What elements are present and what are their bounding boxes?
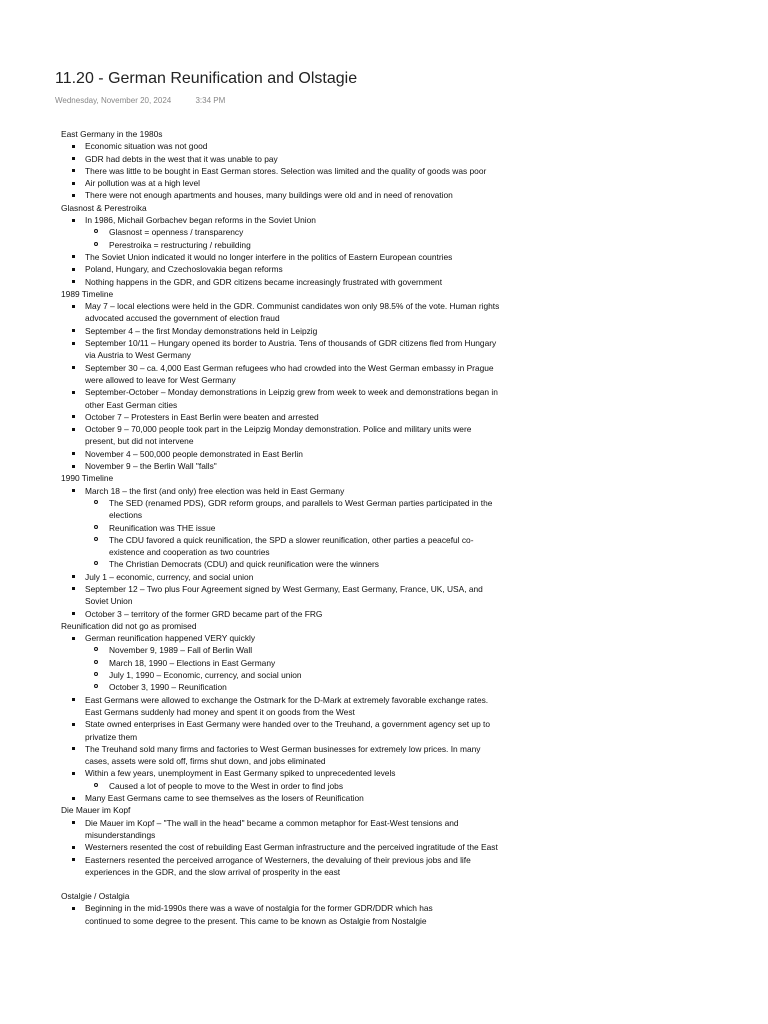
list-item-text: September-October – Monday demonstrations in Leipzig grew from week to week and demonstrations began in other East German cities xyxy=(85,387,498,410)
section-heading: Ostalgie / Ostalgia xyxy=(61,891,130,902)
bullet-list xyxy=(61,485,501,620)
list-item-text: March 18 – the first (and only) free election was held in East Germany xyxy=(85,485,345,496)
list-item-text: Easterners resented the perceived arrogance of Westerners, the devaluing of their previous jobs and life experiences in the GDR, and the slow arrival of prosperity in the east xyxy=(85,854,471,877)
page-title: 11.20 - German Reunification and Olstagie xyxy=(55,70,358,87)
list-item xyxy=(61,362,501,387)
sub-list-item: Reunification was THE issue xyxy=(85,522,501,534)
sub-list-item: October 3, 1990 – Reunification xyxy=(85,681,501,693)
list-item xyxy=(61,423,501,448)
list-item xyxy=(61,177,501,189)
list-item-text: July 1 – economic, currency, and social union xyxy=(85,571,254,582)
sub-list-item: Perestroika = restructuring / rebuilding xyxy=(85,239,501,251)
list-item-text: Die Mauer im Kopf – "The wall in the head" became a common metaphor for East-West tensions and misunderstandings xyxy=(85,817,459,840)
list-item xyxy=(61,792,501,804)
list-item xyxy=(61,854,501,879)
section-heading: Reunification did not go as promised xyxy=(61,620,197,631)
bullet-list xyxy=(61,140,501,201)
bullet-list xyxy=(61,214,501,288)
bullet-list xyxy=(61,817,501,878)
list-item xyxy=(61,485,501,571)
list-item-text: October 7 – Protesters in East Berlin were beaten and arrested xyxy=(85,411,319,422)
list-item-text: September 10/11 – Hungary opened its border to Austria. Tens of thousands of GDR citizens fled from Hungary via Austria to West Germany xyxy=(85,338,497,361)
list-item xyxy=(61,608,501,620)
list-item-text: Westerners resented the cost of rebuilding East German infrastructure and the perceived ingratitude of the East xyxy=(85,842,498,853)
bullet-list xyxy=(61,902,501,914)
section-heading: Glasnost & Perestroika xyxy=(61,202,147,213)
list-item-text: September 4 – the first Monday demonstrations held in Leipzig xyxy=(85,325,318,336)
list-item xyxy=(61,902,501,914)
list-item xyxy=(61,140,501,152)
list-item xyxy=(61,337,501,362)
list-item-text: Within a few years, unemployment in East Germany spiked to unprecedented levels xyxy=(85,768,396,779)
list-item-text: East Germans were allowed to exchange the Ostmark for the D-Mark at extremely favorable exchange rates. East Germans suddenly had money and spent it on goods from the West xyxy=(85,694,489,717)
section-heading: 1989 Timeline xyxy=(61,288,114,299)
list-item xyxy=(61,251,501,263)
list-item xyxy=(61,694,501,719)
sub-bullet-list xyxy=(85,644,501,693)
sub-bullet-list xyxy=(85,780,501,792)
sub-list-item: The SED (renamed PDS), GDR reform groups, and parallels to West German parties participated in the elections xyxy=(85,497,501,522)
list-item xyxy=(61,386,501,411)
list-item-text: German reunification happened VERY quickly xyxy=(85,633,256,644)
list-item xyxy=(61,263,501,275)
list-item xyxy=(61,767,501,792)
list-item xyxy=(61,153,501,165)
sub-list-item: Caused a lot of people to move to the West in order to find jobs xyxy=(85,780,501,792)
list-item-text: Poland, Hungary, and Czechoslovakia began reforms xyxy=(85,264,283,275)
list-item xyxy=(61,165,501,177)
list-item xyxy=(61,632,501,693)
list-item xyxy=(61,571,501,583)
note-date: Wednesday, November 20, 2024 xyxy=(55,96,172,105)
note-metadata xyxy=(55,96,225,105)
list-item xyxy=(61,743,501,768)
sub-list-item: November 9, 1989 – Fall of Berlin Wall xyxy=(85,644,501,656)
clipped-line xyxy=(61,915,501,926)
list-item xyxy=(61,411,501,423)
list-item xyxy=(61,718,501,743)
list-item-text: There was little to be bought in East German stores. Selection was limited and the quality of goods was poor xyxy=(85,165,487,176)
list-item-text: GDR had debts in the west that it was unable to pay xyxy=(85,153,278,164)
list-item xyxy=(61,300,501,325)
list-item-text: Many East Germans came to see themselves as the losers of Reunification xyxy=(85,793,364,804)
list-item-text: In 1986, Michail Gorbachev began reforms in the Soviet Union xyxy=(85,215,316,226)
sub-list-item: The Christian Democrats (CDU) and quick reunification were the winners xyxy=(85,558,501,570)
sub-list-item: July 1, 1990 – Economic, currency, and social union xyxy=(85,669,501,681)
sub-list-item: Glasnost = openness / transparency xyxy=(85,226,501,238)
sub-bullet-list xyxy=(85,226,501,251)
list-item-text: October 3 – territory of the former GRD became part of the FRG xyxy=(85,608,323,619)
list-item-text: May 7 – local elections were held in the GDR. Communist candidates won only 98.5% of the vote. Human rights advocated accused the government of election fraud xyxy=(85,301,500,324)
list-item-text: There were not enough apartments and houses, many buildings were old and in need of renovation xyxy=(85,190,453,201)
list-item xyxy=(61,276,501,288)
sub-list-item: The CDU favored a quick reunification, the SPD a slower reunification, other parties a peaceful co-existence and cooperation as two countries xyxy=(85,534,501,559)
section-heading: East Germany in the 1980s xyxy=(61,129,163,139)
list-item xyxy=(61,841,501,853)
section-heading: 1990 Timeline xyxy=(61,473,114,484)
sub-bullet-list xyxy=(85,497,501,571)
bullet-list xyxy=(61,300,501,472)
bullet-list xyxy=(61,632,501,804)
list-item-text: Beginning in the mid-1990s there was a wave of nostalgia for the former GDR/DDR which has xyxy=(85,903,433,914)
list-item xyxy=(61,460,501,472)
list-item-text: November 4 – 500,000 people demonstrated in East Berlin xyxy=(85,448,303,459)
list-item xyxy=(61,817,501,842)
list-item-text: State owned enterprises in East Germany were handed over to the Treuhand, a government agency set up to privatize them xyxy=(85,719,491,742)
sub-list-item: March 18, 1990 – Elections in East Germany xyxy=(85,657,501,669)
list-item-text: October 9 – 70,000 people took part in the Leipzig Monday demonstration. Police and military units were present, but did not intervene xyxy=(85,424,472,447)
note-body[interactable] xyxy=(61,128,501,926)
clipped-line-text: continued to some degree to the present. This came to be known as Ostalgie from Nostalgie xyxy=(85,915,427,926)
list-item-text: Nothing happens in the GDR, and GDR citizens became increasingly frustrated with government xyxy=(85,276,443,287)
note-time: 3:34 PM xyxy=(195,96,226,105)
list-item-text: The Soviet Union indicated it would no longer interfere in the politics of Eastern European countries xyxy=(85,251,453,262)
list-item-text: November 9 – the Berlin Wall "falls" xyxy=(85,461,217,472)
list-item-text: Economic situation was not good xyxy=(85,141,208,152)
list-item xyxy=(61,214,501,251)
section-heading: Die Mauer im Kopf xyxy=(61,805,131,816)
list-item xyxy=(61,325,501,337)
list-item-text: The Treuhand sold many firms and factories to West German businesses for extremely low prices. In many cases, assets were sold off, firms shut down, and jobs eliminated xyxy=(85,743,481,767)
list-item-text: Air pollution was at a high level xyxy=(85,178,200,189)
list-item xyxy=(61,448,501,460)
list-item-text: September 12 – Two plus Four Agreement signed by West Germany, East Germany, France, UK, USA, and Soviet Union xyxy=(85,583,483,607)
list-item-text: September 30 – ca. 4,000 East German refugees who had crowded into the West German embassy in Prague were allowed to leave for West Germany xyxy=(85,362,494,385)
list-item xyxy=(61,583,501,608)
list-item xyxy=(61,189,501,201)
